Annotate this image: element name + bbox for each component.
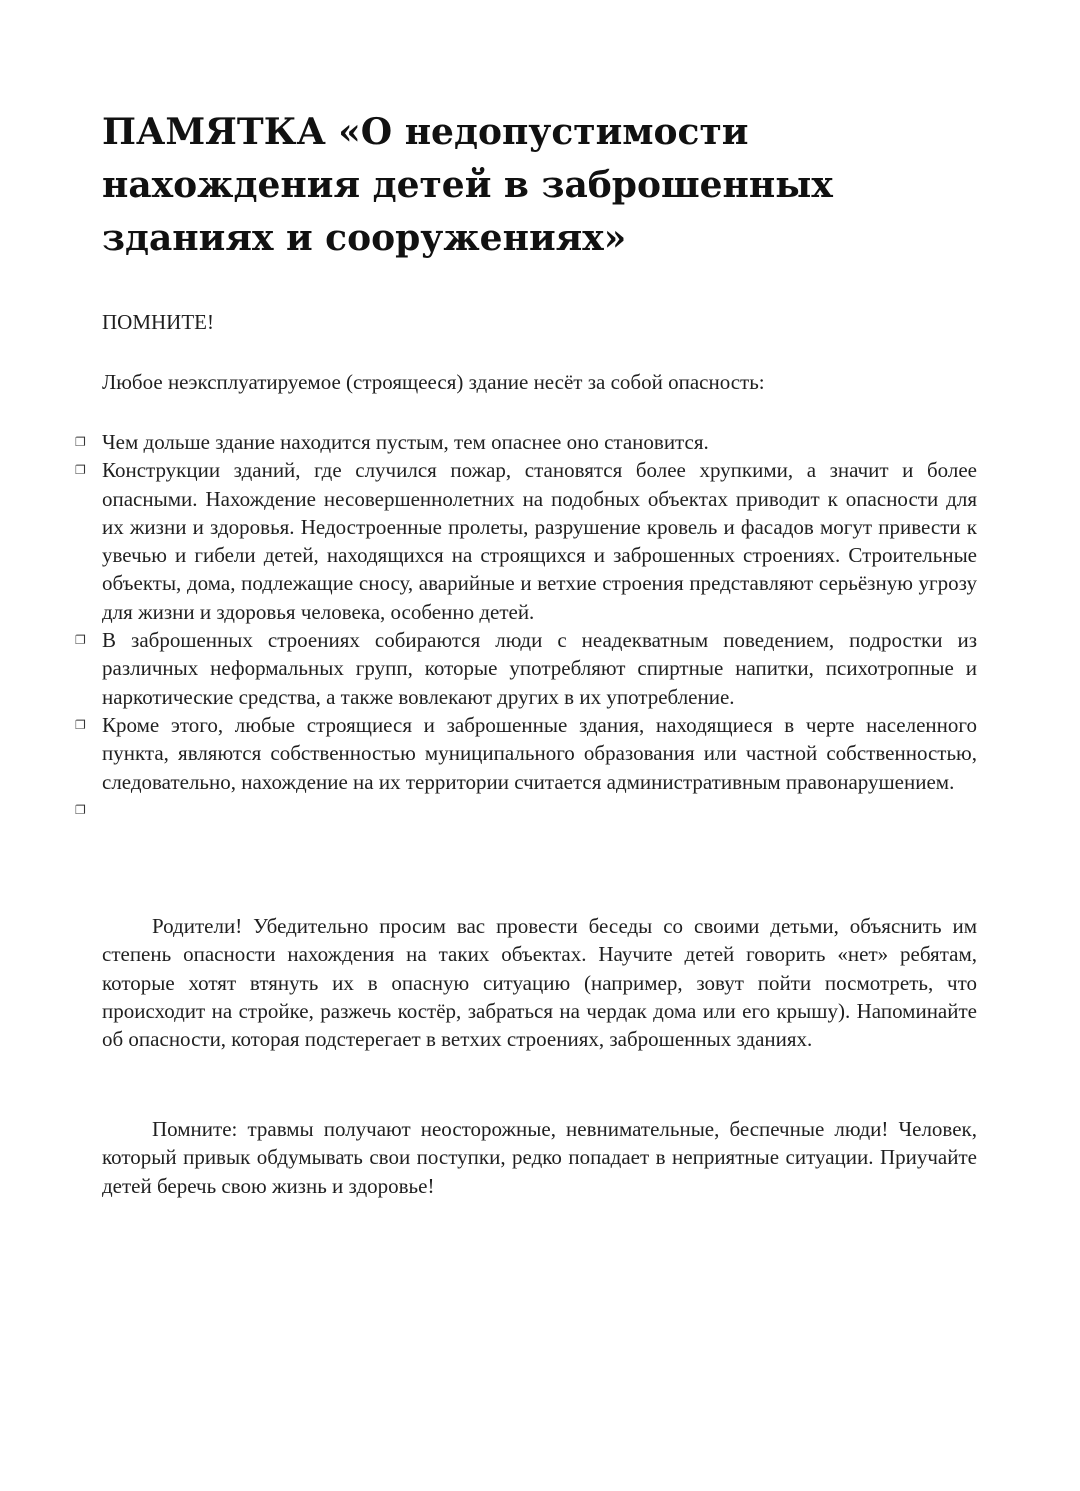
list-item: [75, 428, 977, 456]
checkbox-square-icon: ❐: [75, 633, 86, 648]
list-item: [75, 711, 977, 796]
intro-text: Любое неэксплуатируемое (строящееся) здание несёт за собой опасность:: [102, 370, 765, 394]
danger-list: [75, 428, 977, 824]
list-item-text: Конструкции зданий, где случился пожар, становятся более хрупкими, а значит и более опасными. Нахождение несовершеннолетних на подобных объектах приводит к опасности для их жизни и здоровья. Недостроенные пролеты, разрушение кровель и фасадов могут привести к увечью и гибели детей, находящихся на строящихся и заброшенных строениях. Строительные объекты, дома, подлежащие сносу, аварийные и ветхие строения представляют серьёзную угрозу для жизни и здоровья человека, особенно детей.: [102, 458, 977, 624]
parents-paragraph: Родители! Убедительно просим вас провести беседы со своими детьми, объяснить им степень опасности нахождения на таких объектах. Научите детей говорить «нет» ребятам, которые хотят втянуть их в опасную ситуацию (например, зовут пойти посмотреть, что происходит на стройке, разжечь костёр, забраться на чердак дома или его крышу). Напоминайте об опасности, которая подстерегает в ветхих строениях, заброшенных зданиях.: [102, 914, 977, 1052]
list-item-text: В заброшенных строениях собираются люди с неадекватным поведением, подростки из различных неформальных групп, которые употребляют спиртные напитки, психотропные и наркотические средства, а также вовлекают других в их употребление.: [102, 628, 977, 709]
list-item-empty: [75, 796, 977, 824]
checkbox-square-icon: ❐: [75, 463, 86, 478]
list-item-text: Кроме этого, любые строящиеся и заброшенные здания, находящиеся в черте населенного пункта, являются собственностью муниципального образования или частной собственностью, следовательно, нахождение на их территории считается административным правонарушением.: [102, 712, 977, 794]
list-item: [75, 626, 977, 711]
list-item: [75, 456, 977, 626]
checkbox-square-icon: ❐: [75, 717, 86, 732]
checkbox-square-icon: ❐: [75, 802, 86, 817]
list-item-text: Чем дольше здание находится пустым, тем опаснее оно становится.: [102, 430, 709, 454]
closing-paragraph: Помните: травмы получают неосторожные, невнимательные, беспечные люди! Человек, который привык обдумывать свои поступки, редко попадает в неприятные ситуации. Приучайте детей беречь свою жизнь и здоровье!: [102, 1117, 977, 1198]
document-title: ПАМЯТКА «О недопустимости нахождения детей в заброшенных зданиях и сооружениях»: [102, 111, 833, 259]
checkbox-square-icon: ❐: [75, 435, 86, 449]
remember-heading: ПОМНИТЕ!: [102, 310, 214, 334]
